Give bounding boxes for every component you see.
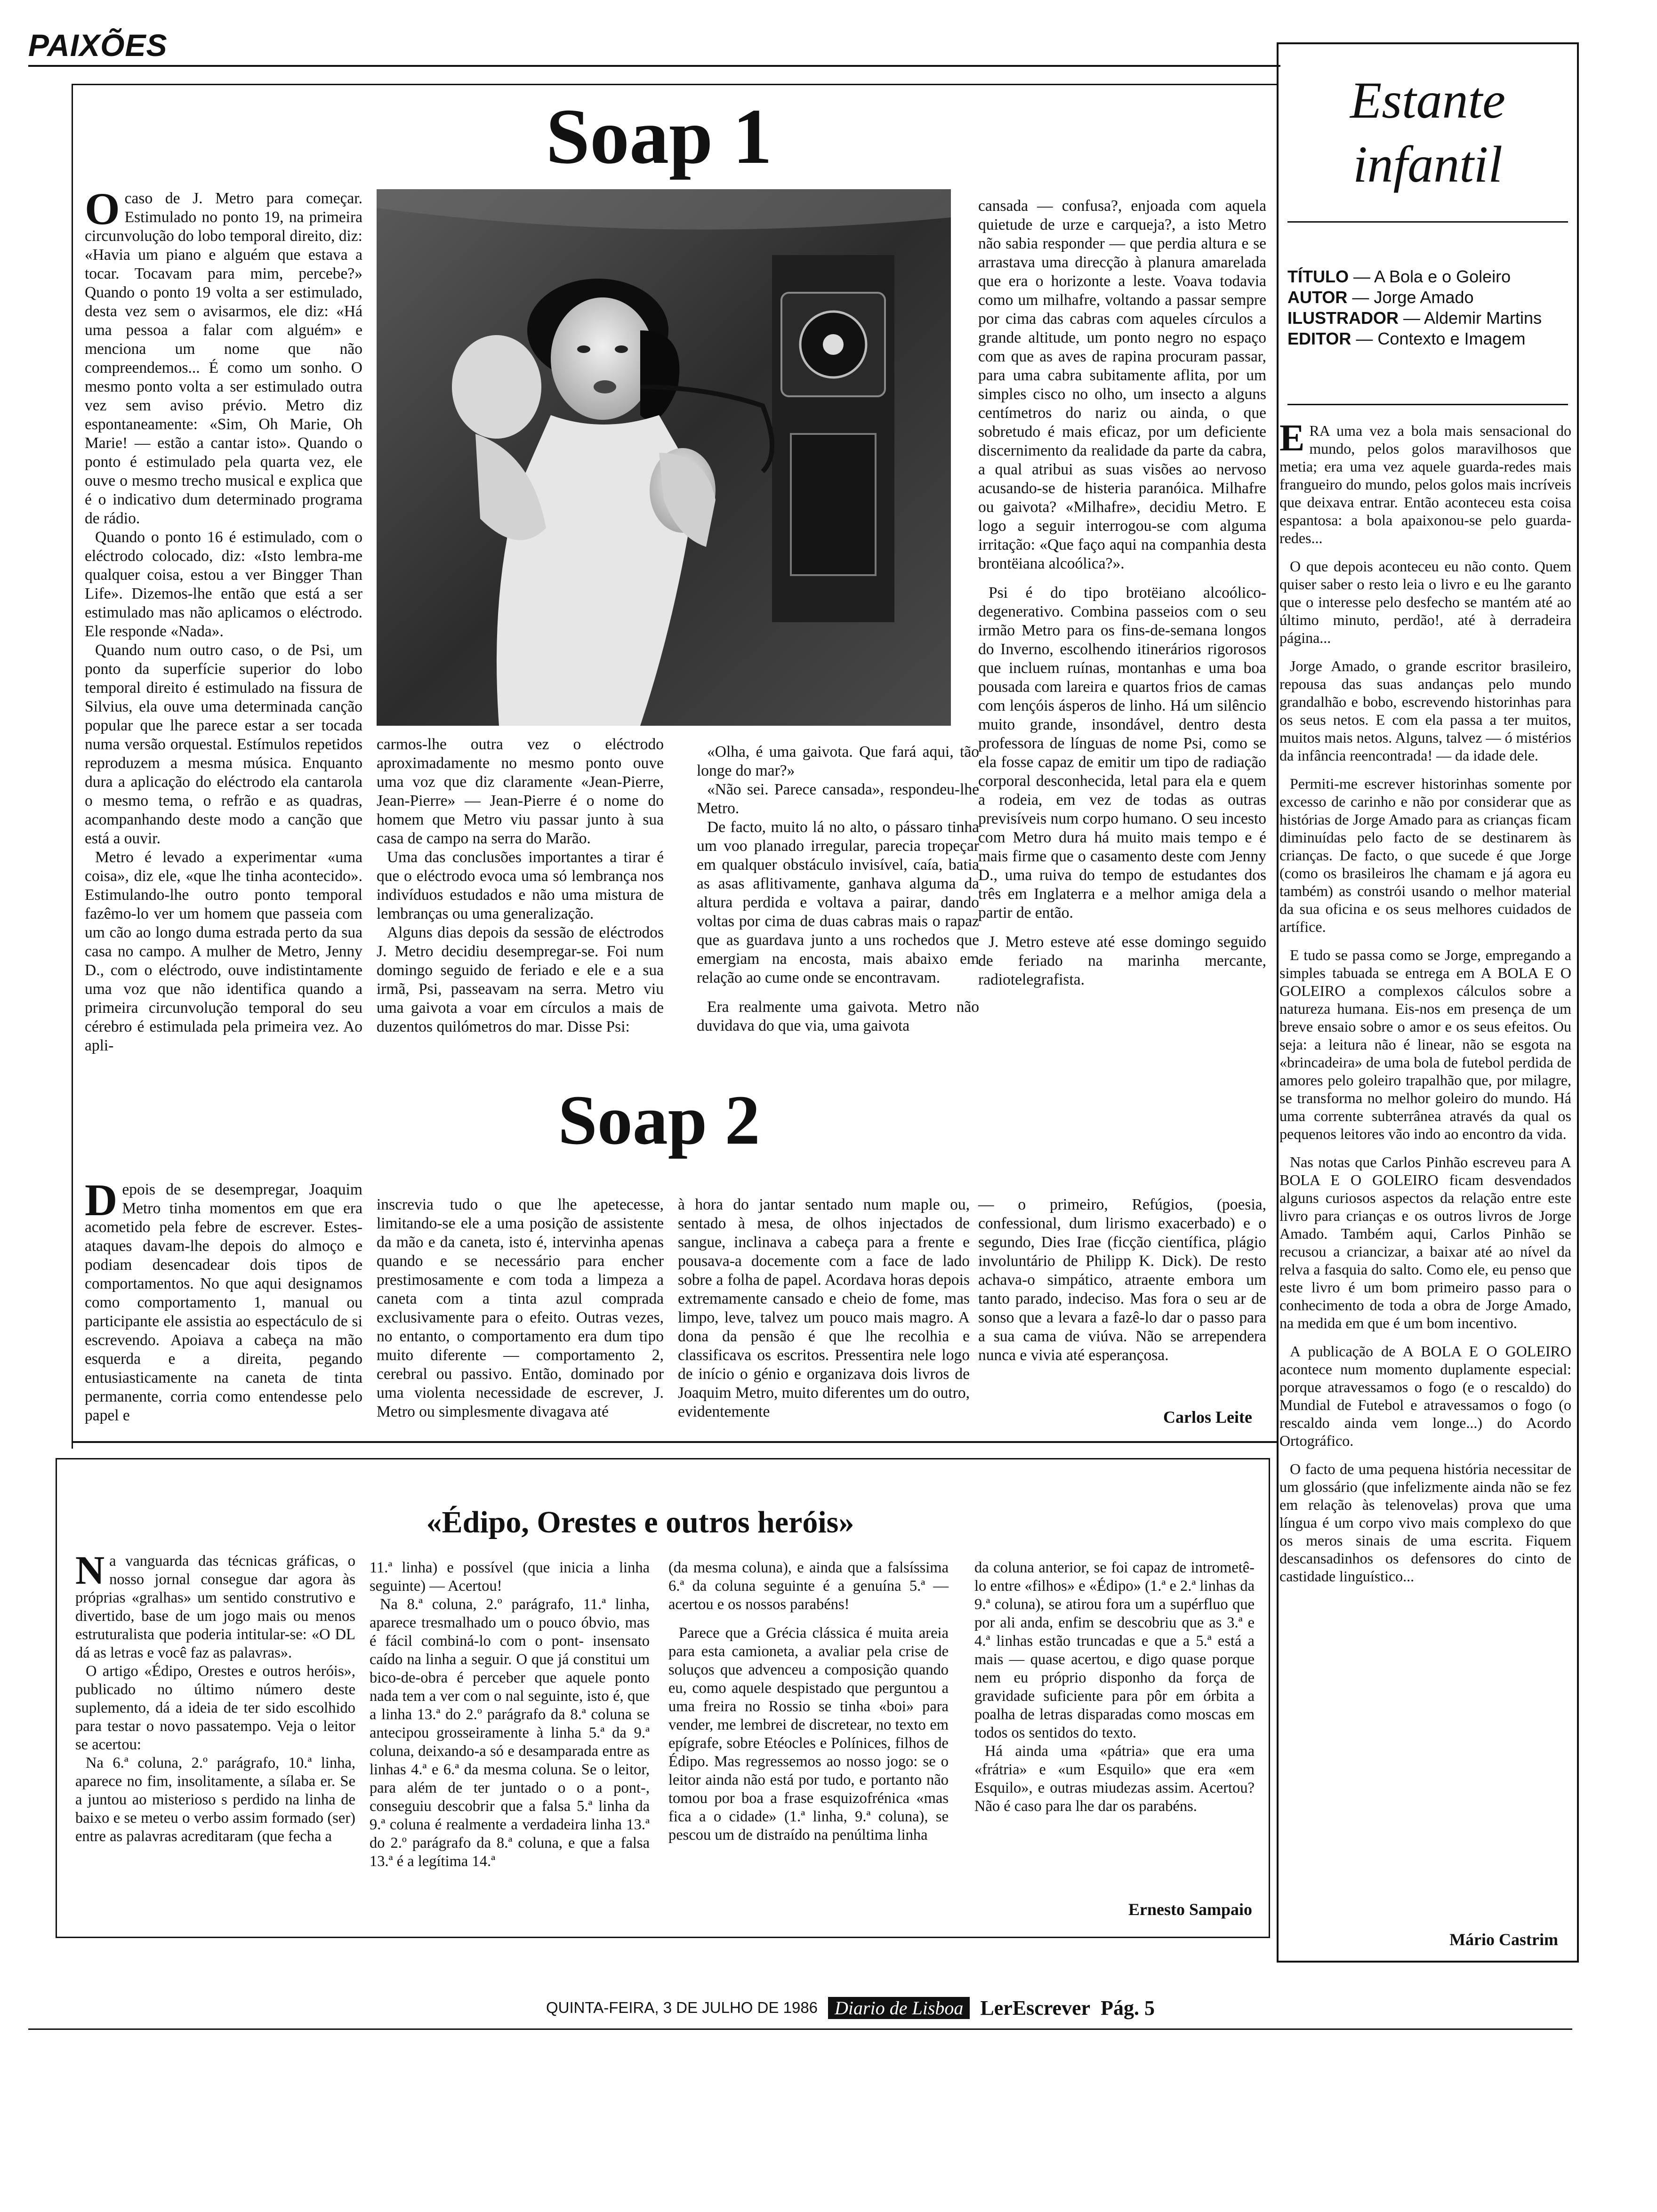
soap1-col3-para: Era realmente uma gaivota. Metro não duvidava do que via, uma gaivota xyxy=(697,998,979,1034)
soap1-col2-para: Alguns dias depois da sessão de eléctrodos J. Metro decidiu desempregar-se. Foi num domingo seguido de feriado e ele e a sua irmã, Psi, passeavam na serra. Metro viu uma gaivota a voar em círculos a mais de duzentos quilómetros do mar. Disse Psi: xyxy=(377,924,664,1035)
edipo-col1-para: Na 6.ª coluna, 2.º parágrafo, 10.ª linha, aparece no fim, insolitamente, a sílaba er. Se a juntou ao misterioso s perdido na linha de baixo e se meteu o verbo assim formado (ser) entre as palavras acreditaram (que fecha a xyxy=(75,1755,355,1845)
soap2-col4-para: — o primeiro, Refúgios, (poesia, confessional, dum lirismo exacerbado) e o segundo, Dies Irae (ficção científica, plágio involuntário de Philipp K. Dick). De resto achava-o simpático, atraente embora um tanto parado, indeciso. Mas fora o seu ar de sonso que a levara a fazê-lo dar o passo para a sua cama de viúva. Não se arrependera nunca e vivia até esperançosa. xyxy=(978,1196,1266,1364)
soap2-title: Soap 2 xyxy=(558,1081,760,1159)
edipo-column-2 xyxy=(370,1559,650,1871)
soap1-column-4 xyxy=(978,197,1266,989)
book-meta xyxy=(1287,266,1570,349)
soap1-title: Soap 1 xyxy=(546,93,772,180)
woman-telephone-photo xyxy=(377,189,951,726)
soap1-col2-para: carmos-lhe outra vez o eléctrodo aproximadamente no mesmo ponto ouve uma voz que diz claramente «Jean-Pierre, Jean-Pierre» — Jean-Pierre é o nome do homem que Metro viu passar junto à sua casa de campo na serra do Marão. xyxy=(377,736,664,847)
sidebar-title-line-1: Estante xyxy=(1350,72,1505,129)
edipo-column-4 xyxy=(974,1559,1255,1816)
soap1-col4-para: J. Metro esteve até esse domingo seguido de feriado na marinha mercante, radiotelegrafista. xyxy=(978,933,1266,988)
meta-illustrator-row: ILUSTRADOR — Aldemir Martins xyxy=(1287,308,1542,328)
edipo-col4-para: Há ainda uma «pátria» que era uma «frátria» e «um Esquilo» que era «em Esquilo», e outras miudezas assim. Acertou? Não é caso para lhe dar os parabéns. xyxy=(974,1743,1255,1815)
drop-cap: O xyxy=(85,184,120,234)
soap2-column-2 xyxy=(377,1195,664,1421)
soap1-col3-para: De facto, muito lá no alto, o pássaro tinha um voo planado irregular, parecia tropeçar em qualquer obstáculo invisível, caía, batia as asas aflitivamente, ganhava alguma da altura perdida e voltava a pairar, dando voltas por cima de duas cabras mais o rapaz que as guardava junto a uns rochedos que emergiam na encosta, mais abaixo em relação ao cume onde se encontravam. xyxy=(697,818,979,986)
soap2-column-3 xyxy=(678,1195,970,1421)
soap1-col1-para: caso de J. Metro para começar. Estimulado no ponto 19, na primeira circunvolução do lobo temporal direito, diz: «Havia um piano e alguém que estava a tocar. Tocavam para mim, percebe?» Quando o ponto 19 volta a ser estimulado, desta vez sem o avisarmos, ele diz: «Há uma pessoa a falar com alguém» e menciona um nome que não compreendemos... É como um sonho. O mesmo ponto volta a ser estimulado outra vez sem aviso prévio. Metro diz espontaneamente: «Sim, Oh Marie, Oh Marie! — estão a cantar isto». Quando o ponto é estimulado pela quarta vez, ele ouve o mesmo trecho musical e explica que é o indicativo dum determinado programa de rádio. xyxy=(85,190,362,527)
sidebar-title-line-2: infantil xyxy=(1353,136,1503,193)
edipo-column-3 xyxy=(668,1559,949,1844)
soap2-col3-para: à hora do jantar sentado num maple ou, sentado à mesa, de olhos injectados de sangue, inclinava a cabeça para a frente e pousava-a docemente com a face de lado sobre a folha de papel. Acordava horas depois extremamente cansado e cheio de fome, mas limpo, leve, talvez um pouco mais magro. A dona da pensão é que lhe recolhia e classificava os escritos. Pressentira nele logo de início o génio e organizava dois livros de Joaquim Metro, muito diferentes um do outro, evidentemente xyxy=(678,1196,970,1420)
edipo-col3-para: (da mesma coluna), e ainda que a falsíssima 6.ª da coluna seguinte é a genuína 5.ª — acertou e os nossos parabéns! xyxy=(668,1559,949,1613)
edipo-col2-para: 11.ª linha) e possível (que inicia a linha seguinte) — Acertou! xyxy=(370,1559,650,1595)
soap1-column-1 xyxy=(85,184,362,1055)
edipo-title: «Édipo, Orestes e outros heróis» xyxy=(426,1505,854,1539)
sidebar-meta-rule xyxy=(1287,404,1568,405)
soap1-col2-para: Uma das conclusões importantes a tirar é que o eléctrodo evoca uma só lembrança nos indivíduos estudados e não uma mistura de lembranças ou uma generalização. xyxy=(377,849,664,922)
sidebar-para: Jorge Amado, o grande escritor brasileiro, repousa das suas andanças pelo mundo grandalhão e bobo, escrevendo historinhas para os seus netos. E com ela passa a ter muitos, muitos mais netos. Alguns, talvez — ó mistérios da infância reencontrada! — da idade dele. xyxy=(1279,657,1571,764)
edipo-signature: Ernesto Sampaio xyxy=(1128,1900,1252,1919)
soap1-col3-para: «Não sei. Parece cansada», respondeu-lhe Metro. xyxy=(697,781,979,817)
edipo-col1-para: O artigo «Édipo, Orestes e outros heróis», publicado no último número deste suplemento, dá a ideia de ter sido escolhido para testar o novo passatempo. Veja o leitor se acertou: xyxy=(75,1663,355,1753)
footer-date: QUINTA-FEIRA, 3 DE JULHO DE 1986 xyxy=(546,1999,818,2016)
soap1-column-2 xyxy=(377,735,664,1036)
page-number: Pág. 5 xyxy=(1101,1996,1155,2020)
sidebar-para: A publicação de A BOLA E O GOLEIRO acontece num momento duplamente especial: porque atravessamos o fogo (e o rescaldo) do Mundial de Futebol e atravessamos o fogo (o rescaldo ainda vem longe...) do Acordo Ortográfico. xyxy=(1279,1343,1571,1449)
soap1-col1-para: Quando num outro caso, o de Psi, um ponto da superfície superior do lobo temporal direito é estimulado na fissura de Silvius, ela ouve uma determinada canção popular que lhe parece estar a ser tocada numa versão orquestal. Estímulos repetidos reproduzem a mesma música. Enquanto dura a aplicação do eléctrodo ela cantarola o mesmo tema, o refrão e as quadras, acompanhando deste modo a canção que está a ouvir. xyxy=(85,641,362,847)
soap2-col2-para: inscrevia tudo o que lhe apetecesse, limitando-se ele a uma posição de assistente da mão e da caneta, isto é, intervinha apenas quando e se necessário para encher prestimosamente e com toda a limpeza a caneta com a tinta azul comprada exclusivamente para o efeito. Outras vezes, no entanto, o comportamento era dum tipo muito diferente — comportamento 2, cerebral ou passivo. Então, dominado por uma violenta necessidade de escrever, J. Metro ou simplesmente divagava até xyxy=(377,1196,664,1420)
soap1-col4-para: Psi é do tipo brotëiano alcoólico-degenerativo. Combina passeios com o seu irmão Metro para os fins-de-semana longos do Inverno, escolhendo itinerários rigorosos que incluem ruínas, montanhas e uma boa pousada com lareira e quartos frios de camas com lençóis ásperos de linho. Há um silêncio muito grande, insondável, dentro desta professora de línguas de nome Psi, como se ela fosse capaz de emitir um tipo de radiação corporal desconhecida, letal para ela e quem a rodeia, em vez de todas as outras previsíveis num corpo humano. O seu incesto com Metro dura há muito mais tempo e é mais firme que o casamento deste com Jenny D., uma ruiva do tempo de estudantes dos três em Inglaterra e a melhor amiga dela a partir de então. xyxy=(978,584,1266,922)
page-footer xyxy=(546,1994,1535,2022)
photo-illustration xyxy=(377,189,951,726)
meta-editor-row: EDITOR — Contexto e Imagem xyxy=(1287,329,1526,348)
edipo-col4-para: da coluna anterior, se foi capaz de intrometê-lo entre «filhos» e «Édipo» (1.ª e 2.ª linhas da 9.ª coluna), se atirou fora um a supérfluo que por ali anda, enfim se descobriu que as 3.ª e 4.ª linhas estão truncadas e que a 5.ª está a mais — quase acertou, e digo quase porque nem eu próprio disponho da força de gravidade suficiente para pôr em órbita a poalha de letras disparadas como moscas em todos os sentidos do texto. xyxy=(974,1559,1255,1741)
soap1-col1-para: Metro é levado a experimentar «uma coisa», diz ele, «que lhe tinha acontecido». Estimulando-lhe outro ponto temporal fazêmo-lo ver um homem que passeia com um cão ao longo duma estrada perto da sua casa no campo. A mulher de Metro, Jenny D., com o eléctrodo, ouve indistintamente uma voz que não identifica quando a primeira circunvolução temporal do seu cérebro é estimulada pela primeira vez. Ao apli- xyxy=(85,849,362,1054)
edipo-col2-para: Na 8.ª coluna, 2.º parágrafo, 11.ª linha, aparece tresmalhado um o pouco óbvio, mas é fácil combiná-lo com o pont- insensato caído na linha a seguir. O que já constitui um bico-de-obra é perceber que aquele ponto nada tem a ver com o nal seguinte, isto é, que a linha 13.ª do 2.º parágrafo da 8.ª coluna se antecipou grosseiramente à linha 5.ª da 9.ª coluna, deixando-a só e desamparada entre as linhas 4.ª e 6.ª da mesma coluna. Se o leitor, para além de ter juntado o o a pont-, conseguiu descobrir que a falsa 5.ª linha da 9.ª coluna é realmente a verdadeira linha 13.ª do 2.º parágrafo da 8.ª coluna, e que a falsa 13.ª é a legítima 14.ª xyxy=(370,1596,650,1870)
section-label: PAIXÕES xyxy=(28,28,168,63)
footer-rule xyxy=(28,2028,1572,2030)
supplement-name: LerEscrever xyxy=(980,1996,1091,2020)
masthead-logo: Diario de Lisboa xyxy=(828,1997,970,2019)
soap1-col4-para: cansada — confusa?, enjoada com aquela quietude de urze e carqueja?, a isto Metro não sabia responder — que perdia altura e se arrastava uma direcção à planura amarelada que era o horizonte a leste. Voava todavia como um milhafre, voltando a passar sempre por cima das cabras com aqueles círculos a grande altitude, um ponto negro no espaço com que as aves de rapina procuram passar, para uma cabra subitamente aflita, por um simples cisco no olho, um insecto a alguns centímetros do nariz ou ainda, o que sobretudo é mais eficaz, por um deficiente discernimento da realidade da parte da cabra, a qual atribui as suas visões ao nervoso acusando-se de histeria paranóica. Milhafre ou gaivota? «Milhafre», decidiu Metro. E logo a seguir interrogou-se com alguma irritação: «Que faço aqui na companhia desta brontëiana alcoólica?». xyxy=(978,197,1266,572)
meta-title-row: TÍTULO — A Bola e o Goleiro xyxy=(1287,267,1511,286)
soap2-column-1 xyxy=(85,1175,362,1425)
sidebar-para: O facto de uma pequena história necessitar de um glossário (que infelizmente ainda não se fez em relação às telenovelas) prova que uma língua é um corpo vivo mais complexo do que os meros sinais de uma escrita. Fiquem descansadinhos os defensores do cinto de castidade linguístico... xyxy=(1279,1460,1571,1585)
soap1-col3-para: «Olha, é uma gaivota. Que fará aqui, tão longe do mar?» xyxy=(697,743,979,779)
drop-cap: D xyxy=(85,1175,118,1225)
drop-cap: E xyxy=(1279,417,1305,459)
soap1-column-3 xyxy=(697,743,979,1035)
meta-author-row: AUTOR — Jorge Amado xyxy=(1287,288,1474,307)
sidebar-para: RA uma vez a bola mais sensacional do mundo, pelos golos maravilhosos que metia; era uma vez aquele guarda-redes mais frangueiro do mundo, pelos golos mais incríveis que deixava entrar. Então aconteceu esta coisa espantosa: a bola apaixonou-se pelo guarda-redes... xyxy=(1279,422,1571,546)
sidebar-column xyxy=(1279,417,1571,1585)
sidebar-para: Permiti-me escrever historinhas somente por excesso de carinho e não por considerar que as histórias de Jorge Amado para as crianças ficam diminuídas pelo facto de se destinarem às crianças. De facto, o que sucede é que Jorge (como os brasileiros lhe chamam e já agora eu também) as constrói usando o melhor material da sua oficina e os seus melhores cuidados de artífice. xyxy=(1279,775,1571,935)
soap2-col1-para: epois de se desempregar, Joaquim Metro tinha momentos em que era acometido pela febre de escrever. Estes-ataques davam-lhe depois do almoço e podiam desencadear dois tipos de comportamentos. No que aqui designamos como comportamento 1, manual ou participante ele assistia ao espectáculo de si escrevendo. Apoiava a cabeça na mão esquerda e a direita, pegando entusiasticamente na caneta de tinta permanente, corria como entendesse pelo papel e xyxy=(85,1181,362,1424)
edipo-column-1 xyxy=(75,1547,355,1846)
header-rule xyxy=(28,65,1280,67)
edipo-col1-para: a vanguarda das técnicas gráficas, o nosso jornal consegue dar agora às próprias «gralhas» um sentido construtivo e divertido, base de um jogo mais ou menos estruturalista que poderia intitular-se: «O DL dá as letras e você faz as palavras». xyxy=(75,1553,355,1661)
soap-section-bottom-rule xyxy=(72,1441,1277,1443)
soap2-column-4 xyxy=(978,1195,1266,1365)
soap1-col1-para: Quando o ponto 16 é estimulado, com o eléctrodo colocado, diz: «Isto lembra-me qualquer coisa, estou a ver Bingger Than Life». Dizemos-lhe então que está a ser estimulado mas não aplicamos o eléctrodo. Ele responde «Nada». xyxy=(85,529,362,640)
sidebar-para: E tudo se passa como se Jorge, empregando a simples tabuada se entrega em A BOLA E O GOLEIRO a complexos cálculos sobre a natureza humana. Eis-nos em presença de um breve ensaio sobre o amor e os seus efeitos. Ou seja: a leitura não é linear, não se esgota na «brincadeira» de uma bola de futebol perdida de amores pelo goleiro trapalhão que, por milagre, se transforma no melhor goleiro do mundo. Há uma corrente subterrânea através da qual os pequenos leitores vão indo ao encontro da vida. xyxy=(1279,946,1571,1142)
soap1-frame-left xyxy=(72,84,73,1449)
drop-cap: N xyxy=(75,1547,105,1593)
sidebar-para: O que depois aconteceu eu não conto. Quem quiser saber o resto leia o livro e eu lhe garanto que o interesse pelo desfecho se mantém até ao último minuto, perdão!, até à derradeira página... xyxy=(1279,558,1571,646)
sidebar-para: Nas notas que Carlos Pinhão escreveu para A BOLA E O GOLEIRO ficam desvendados alguns curiosos aspectos da relação entre este livro para crianças e os outros livros de Jorge Amado. Também aqui, Carlos Pinhão se recusou a criancizar, a baixar até ao nível da relva a fasquia do salto. Como ele, eu penso que este livro é um bom primeiro passo para o conhecimento de toda a obra de Jorge Amado, na medida em que é um bom incentivo. xyxy=(1279,1154,1571,1331)
sidebar-title-rule xyxy=(1287,221,1568,223)
soap2-signature: Carlos Leite xyxy=(1163,1408,1252,1427)
sidebar-signature: Mário Castrim xyxy=(1449,1930,1558,1949)
edipo-col3-para: Parece que a Grécia clássica é muita areia para esta camioneta, a avaliar pela crise de soluços que advenceu a composição quando eu, como aquele despistado que perguntou a uma freira no Rossio se tinha «boi» para vender, me lembrei de discretear, no texto em epígrafe, sobre Etéocles e Polínices, filhos de Édipo. Mas regressemos ao nosso jogo: se o leitor ainda não está por tudo, e portanto não tomou por boa a frase esquizofrénica «mas fica a o cidade» (1.ª linha, 9.ª coluna), se pescou um de distraído na penúltima linha xyxy=(668,1625,949,1843)
